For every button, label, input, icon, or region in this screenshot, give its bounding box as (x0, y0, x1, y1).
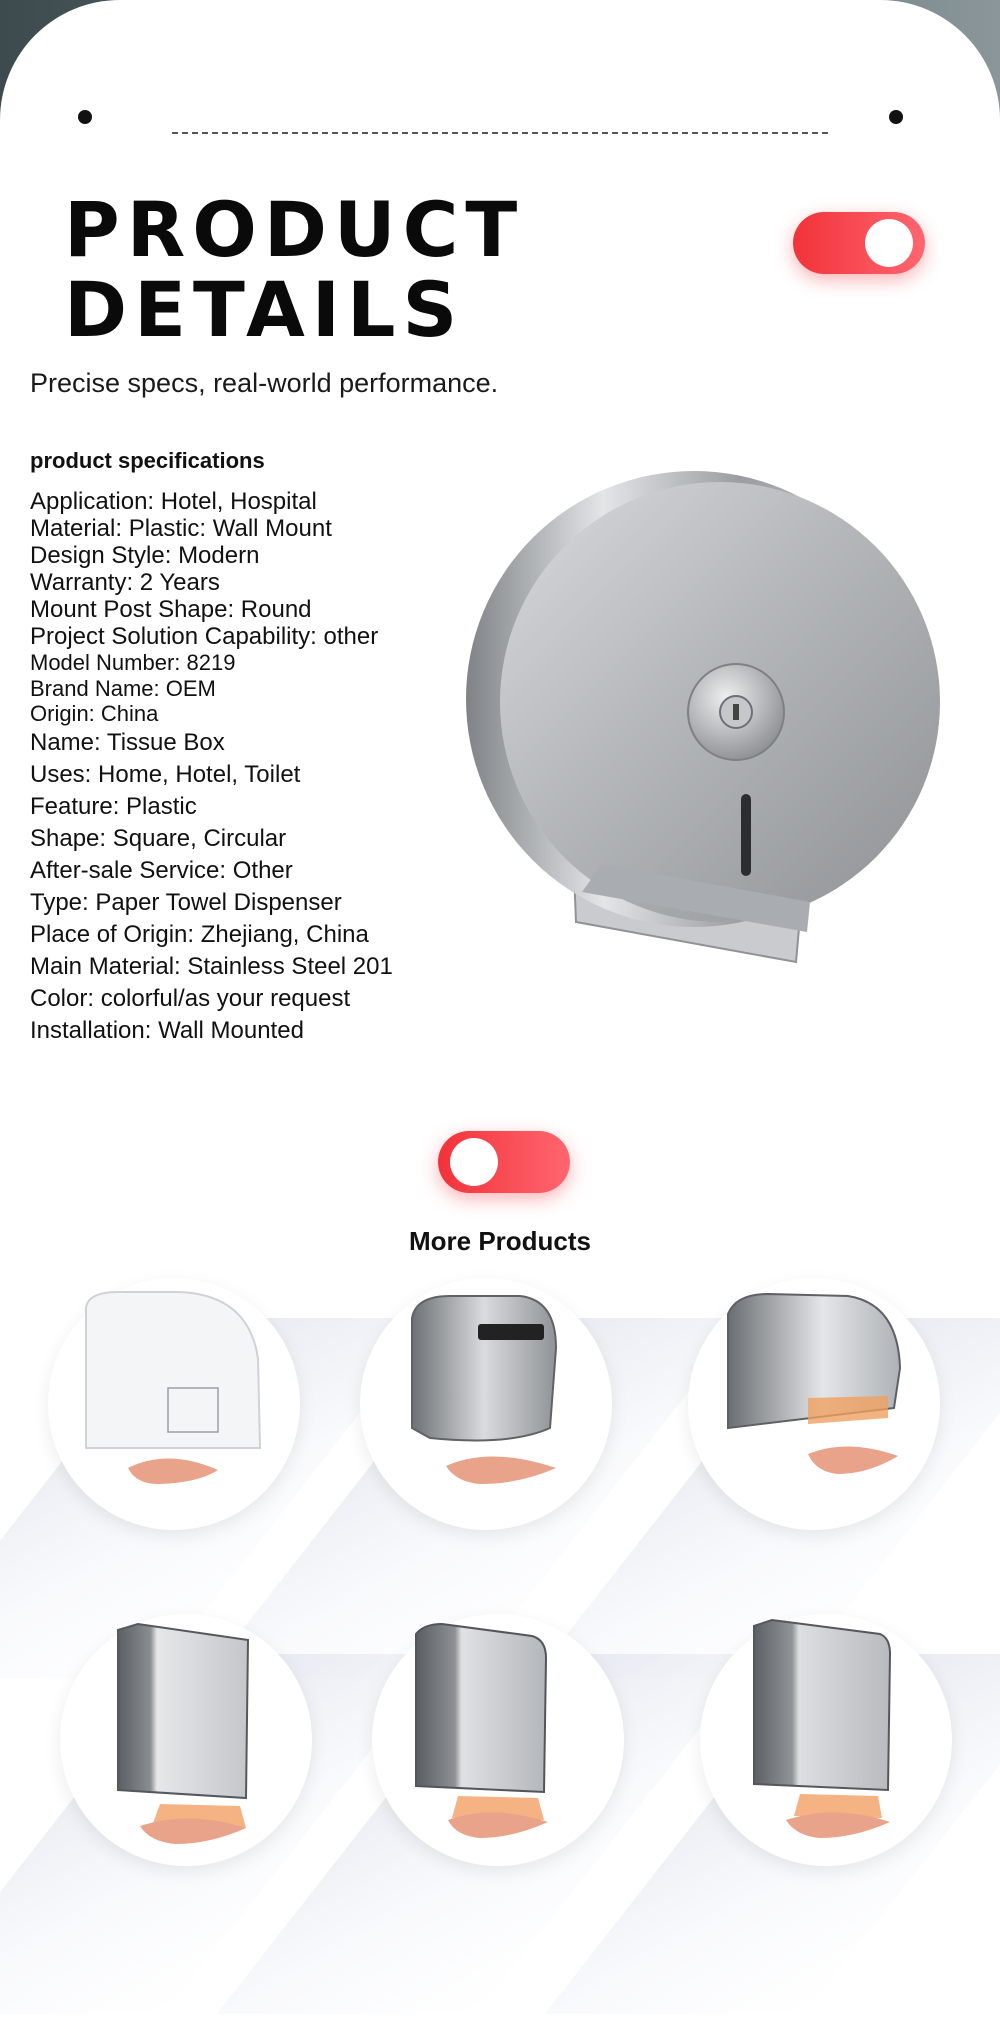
spec-item: Shape: Square, Circular (30, 824, 287, 852)
chrome-hand-dryer-icon (688, 1278, 940, 1530)
product-thumb-1[interactable] (48, 1278, 300, 1530)
dashed-divider (172, 132, 828, 134)
spec-item: Model Number: 8219 (30, 650, 236, 675)
spec-item: Origin: China (30, 701, 159, 726)
spec-item: Brand Name: OEM (30, 675, 216, 701)
spec-item: Warranty: 2 Years (30, 569, 220, 596)
spec-item: Project Solution Capability: other (30, 623, 379, 650)
spec-section-title: product specifications (30, 448, 265, 473)
page-title: PRODUCT DETAILS (64, 185, 525, 354)
box-steel-dryer-icon (700, 1614, 952, 1866)
more-products-title: More Products (408, 1226, 592, 1256)
spec-item: Name: Tissue Box (30, 728, 225, 756)
slim-steel-dryer-icon (372, 1614, 624, 1866)
decor-dot-right (889, 110, 903, 124)
spec-item: Type: Paper Towel Dispenser (30, 888, 342, 916)
spec-item: After-sale Service: Other (30, 856, 293, 884)
spec-item: Feature: Plastic (30, 792, 197, 820)
page-subtitle: Precise specs, real-world performance. (30, 368, 499, 398)
spec-item: Main Material: Stainless Steel 201 (30, 952, 393, 980)
product-thumb-4[interactable] (60, 1614, 312, 1866)
spec-item: Mount Post Shape: Round (30, 596, 312, 623)
white-hand-dryer-icon (48, 1278, 300, 1530)
spec-item: Place of Origin: Zhejiang, China (30, 920, 369, 948)
product-thumb-5[interactable] (372, 1614, 624, 1866)
silver-automatic-dryer-icon (360, 1278, 612, 1530)
product-thumb-3[interactable] (688, 1278, 940, 1530)
spec-item: Installation: Wall Mounted (30, 1016, 304, 1044)
decor-dot-left (78, 110, 92, 124)
spec-item: Color: colorful/as your request (30, 984, 351, 1012)
tissue-dispenser-image (462, 462, 942, 972)
spec-item: Design Style: Modern (30, 542, 260, 569)
spec-item: Material: Plastic: Wall Mount (30, 515, 332, 542)
spec-list (30, 488, 460, 1047)
square-steel-dryer-icon (60, 1614, 312, 1866)
toggle-knob (865, 219, 913, 267)
toggle-switch-top[interactable] (793, 212, 925, 274)
toggle-switch-middle[interactable] (438, 1131, 570, 1193)
product-thumb-2[interactable] (360, 1278, 612, 1530)
toggle-knob (450, 1138, 498, 1186)
spec-item: Application: Hotel, Hospital (30, 488, 317, 515)
product-thumb-6[interactable] (700, 1614, 952, 1866)
spec-item: Uses: Home, Hotel, Toilet (30, 760, 301, 788)
